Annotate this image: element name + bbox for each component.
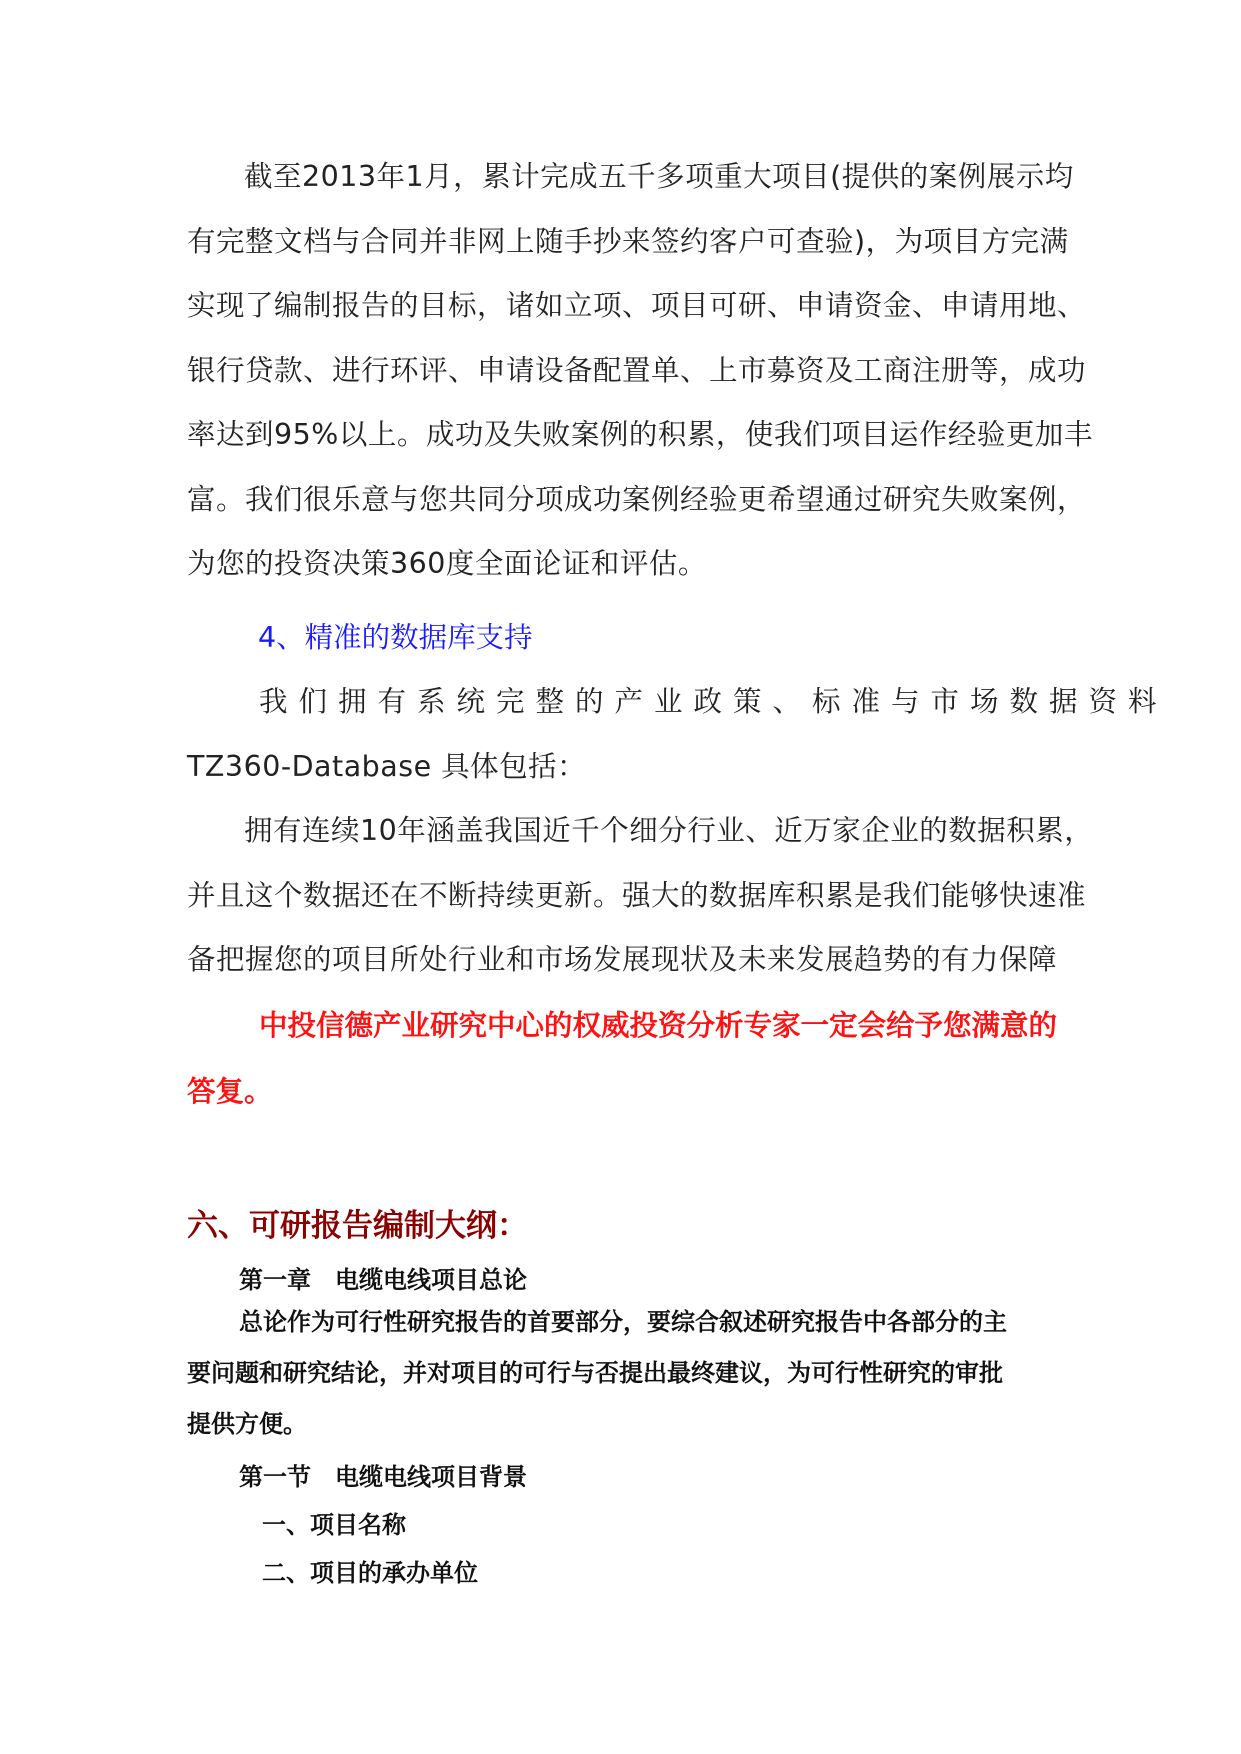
paragraph-line: 我们拥有系统完整的产业政策、标准与市场数据资料 — [259, 685, 1168, 718]
database-detail-paragraph — [187, 799, 1094, 993]
outline-heading: 六、可研报告编制大纲： — [187, 1208, 528, 1244]
paragraph-line: 为您的投资决策360度全面论证和评估。 — [187, 547, 707, 580]
paragraph-line: 富。我们很乐意与您共同分项成功案例经验更希望通过研究失败案例， — [187, 482, 1087, 516]
paragraph-line: 实现了编制报告的目标，诸如立项、项目可研、申请资金、申请用地、 — [187, 289, 1087, 322]
chapter-overview-paragraph — [187, 1297, 1067, 1450]
paragraph-line: 率达到95%以上。成功及失败案例的积累，使我们项目运作经验更加丰 — [187, 418, 1093, 451]
statement-line: 中投信德产业研究中心的权威投资分析专家一定会给予您满意的 — [259, 1009, 1058, 1042]
section-title: 第一节 电缆电线项目背景 — [239, 1463, 527, 1491]
outline-item: 二、项目的承办单位 — [262, 1559, 478, 1587]
paragraph-line: 提供方便。 — [187, 1410, 307, 1438]
outline-item: 一、项目名称 — [262, 1511, 406, 1539]
database-intro-paragraph — [187, 670, 1168, 799]
paragraph-line: TZ360-Database 具体包括： — [187, 749, 587, 783]
paragraph-line: 有完整文档与合同并非网上随手抄来签约客户可查验)，为项目方完满 — [187, 224, 1069, 258]
statement-line: 答复。 — [187, 1075, 273, 1108]
expert-statement — [187, 993, 1067, 1125]
paragraph-line: 总论作为可行性研究报告的首要部分，要综合叙述研究报告中各部分的主 — [239, 1308, 1007, 1336]
paragraph-line: 银行贷款、进行环评、申请设备配置单、上市募资及工商注册等，成功 — [187, 353, 1087, 387]
database-section-title: 4、精准的数据库支持 — [258, 621, 533, 654]
paragraph-line: 要问题和研究结论，并对项目的可行与否提出最终建议，为可行性研究的审批 — [187, 1359, 1003, 1387]
paragraph-line: 拥有连续10年涵盖我国近千个细分行业、近万家企业的数据积累， — [244, 814, 1094, 847]
paragraph-line: 截至2013年1月，累计完成五千多项重大项目(提供的案例展示均 — [244, 160, 1074, 193]
paragraph-line: 并且这个数据还在不断持续更新。强大的数据库积累是我们能够快速准 — [187, 878, 1087, 912]
chapter-title: 第一章 电缆电线项目总论 — [239, 1266, 527, 1294]
experience-paragraph — [187, 145, 1093, 597]
paragraph-line: 备把握您的项目所处行业和市场发展现状及未来发展趋势的有力保障 — [187, 943, 1058, 976]
